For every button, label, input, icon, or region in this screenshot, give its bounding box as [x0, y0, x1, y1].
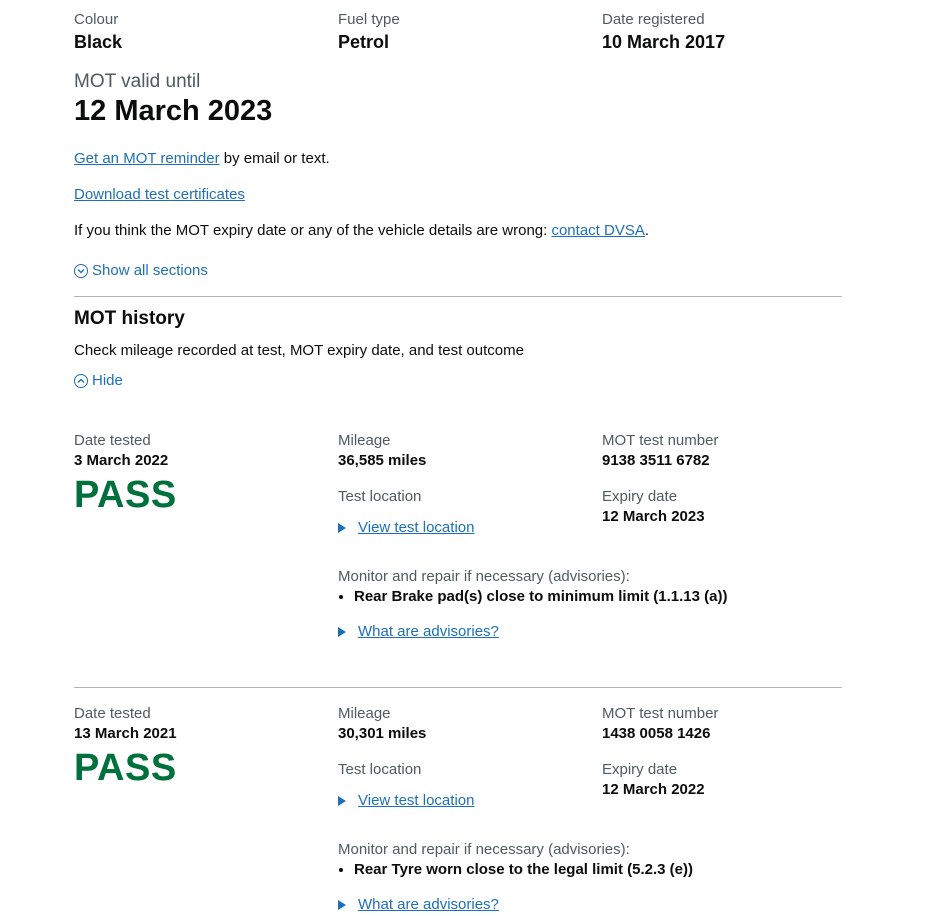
- registered-label: Date registered: [602, 11, 705, 28]
- colour-block: [74, 10, 338, 54]
- view-test-location-link[interactable]: View test location: [358, 792, 475, 809]
- test-location-label: Test location: [338, 488, 422, 505]
- mileage-location-block: [338, 431, 602, 536]
- date-tested-value: 3 March 2022: [74, 452, 169, 469]
- what-are-advisories-toggle[interactable]: [338, 623, 842, 640]
- view-test-location-toggle[interactable]: [338, 792, 602, 809]
- download-line: [74, 185, 245, 205]
- mot-history-description: Check mileage recorded at test, MOT expiry date, and test outcome: [74, 342, 524, 359]
- mot-reminder-link[interactable]: Get an MOT reminder: [74, 150, 220, 167]
- date-tested-label: Date tested: [74, 705, 151, 722]
- vehicle-summary: [74, 10, 842, 54]
- view-test-location-toggle[interactable]: [338, 519, 602, 536]
- test-number-block: [602, 431, 842, 536]
- caret-right-icon: [338, 523, 346, 533]
- test-result: PASS: [74, 474, 177, 516]
- show-all-sections-label: Show all sections: [92, 262, 208, 279]
- colour-value: Black: [74, 32, 123, 52]
- section-divider: [74, 296, 842, 297]
- reminder-suffix: by email or text.: [219, 150, 330, 167]
- mot-history-title: MOT history: [74, 308, 185, 329]
- mileage-value: 36,585 miles: [338, 452, 427, 469]
- date-tested-block: [74, 704, 338, 809]
- expiry-date-label: Expiry date: [602, 488, 678, 505]
- wrong-details-suffix: .: [644, 222, 650, 239]
- chevron-down-icon: [74, 264, 88, 278]
- fuel-block: [338, 10, 602, 54]
- mot-valid-label: MOT valid until: [74, 71, 201, 92]
- test-number-label: MOT test number: [602, 432, 719, 449]
- caret-right-icon: [338, 900, 346, 910]
- fuel-label: Fuel type: [338, 11, 400, 28]
- mileage-value: 30,301 miles: [338, 725, 427, 742]
- date-tested-label: Date tested: [74, 432, 151, 449]
- advisories-block: [338, 567, 842, 640]
- advisories-block: [338, 840, 842, 913]
- test-result: PASS: [74, 747, 177, 789]
- test-divider: [74, 687, 842, 688]
- date-tested-value: 13 March 2021: [74, 725, 177, 742]
- mot-valid-value: 12 March 2023: [74, 95, 273, 127]
- registered-value: 10 March 2017: [602, 32, 726, 52]
- mot-valid-block: [74, 70, 272, 128]
- fuel-value: Petrol: [338, 32, 390, 52]
- advisories-list: [338, 860, 842, 880]
- caret-right-icon: [338, 796, 346, 806]
- advisories-list: [338, 587, 842, 607]
- mileage-label: Mileage: [338, 432, 391, 449]
- what-are-advisories-link[interactable]: What are advisories?: [358, 896, 499, 913]
- contact-dvsa-link[interactable]: contact DVSA: [551, 222, 645, 239]
- what-are-advisories-toggle[interactable]: [338, 896, 842, 913]
- mileage-location-block: [338, 704, 602, 809]
- mot-test-record: [74, 704, 842, 809]
- wrong-details-line: [74, 221, 649, 241]
- what-are-advisories-link[interactable]: What are advisories?: [358, 623, 499, 640]
- hide-history-button[interactable]: [74, 372, 123, 389]
- advisory-item: • Rear Brake pad(s) close to minimum limit (1.1.13 (a)): [354, 587, 842, 607]
- wrong-details-text: If you think the MOT expiry date or any of the vehicle details are wrong:: [74, 222, 552, 239]
- show-all-sections-button[interactable]: [74, 262, 208, 279]
- caret-right-icon: [338, 627, 346, 637]
- test-location-label: Test location: [338, 761, 422, 778]
- hide-label: Hide: [92, 372, 123, 389]
- test-number-value: 9138 3511 6782: [602, 452, 710, 469]
- advisory-item: • Rear Tyre worn close to the legal limit (5.2.3 (e)): [354, 860, 842, 880]
- expiry-date-value: 12 March 2023: [602, 508, 705, 525]
- advisories-label: Monitor and repair if necessary (advisories):: [338, 568, 630, 585]
- mot-test-record: [74, 431, 842, 536]
- advisories-label: Monitor and repair if necessary (advisories):: [338, 841, 630, 858]
- chevron-up-icon: [74, 374, 88, 388]
- mileage-label: Mileage: [338, 705, 391, 722]
- test-number-value: 1438 0058 1426: [602, 725, 711, 742]
- download-certificates-link[interactable]: Download test certificates: [74, 186, 245, 203]
- date-tested-block: [74, 431, 338, 536]
- expiry-date-value: 12 March 2022: [602, 781, 705, 798]
- test-number-block: [602, 704, 842, 809]
- registered-block: [602, 10, 842, 54]
- expiry-date-label: Expiry date: [602, 761, 678, 778]
- view-test-location-link[interactable]: View test location: [358, 519, 475, 536]
- test-number-label: MOT test number: [602, 705, 719, 722]
- colour-label: Colour: [74, 11, 119, 28]
- reminder-line: [74, 149, 330, 169]
